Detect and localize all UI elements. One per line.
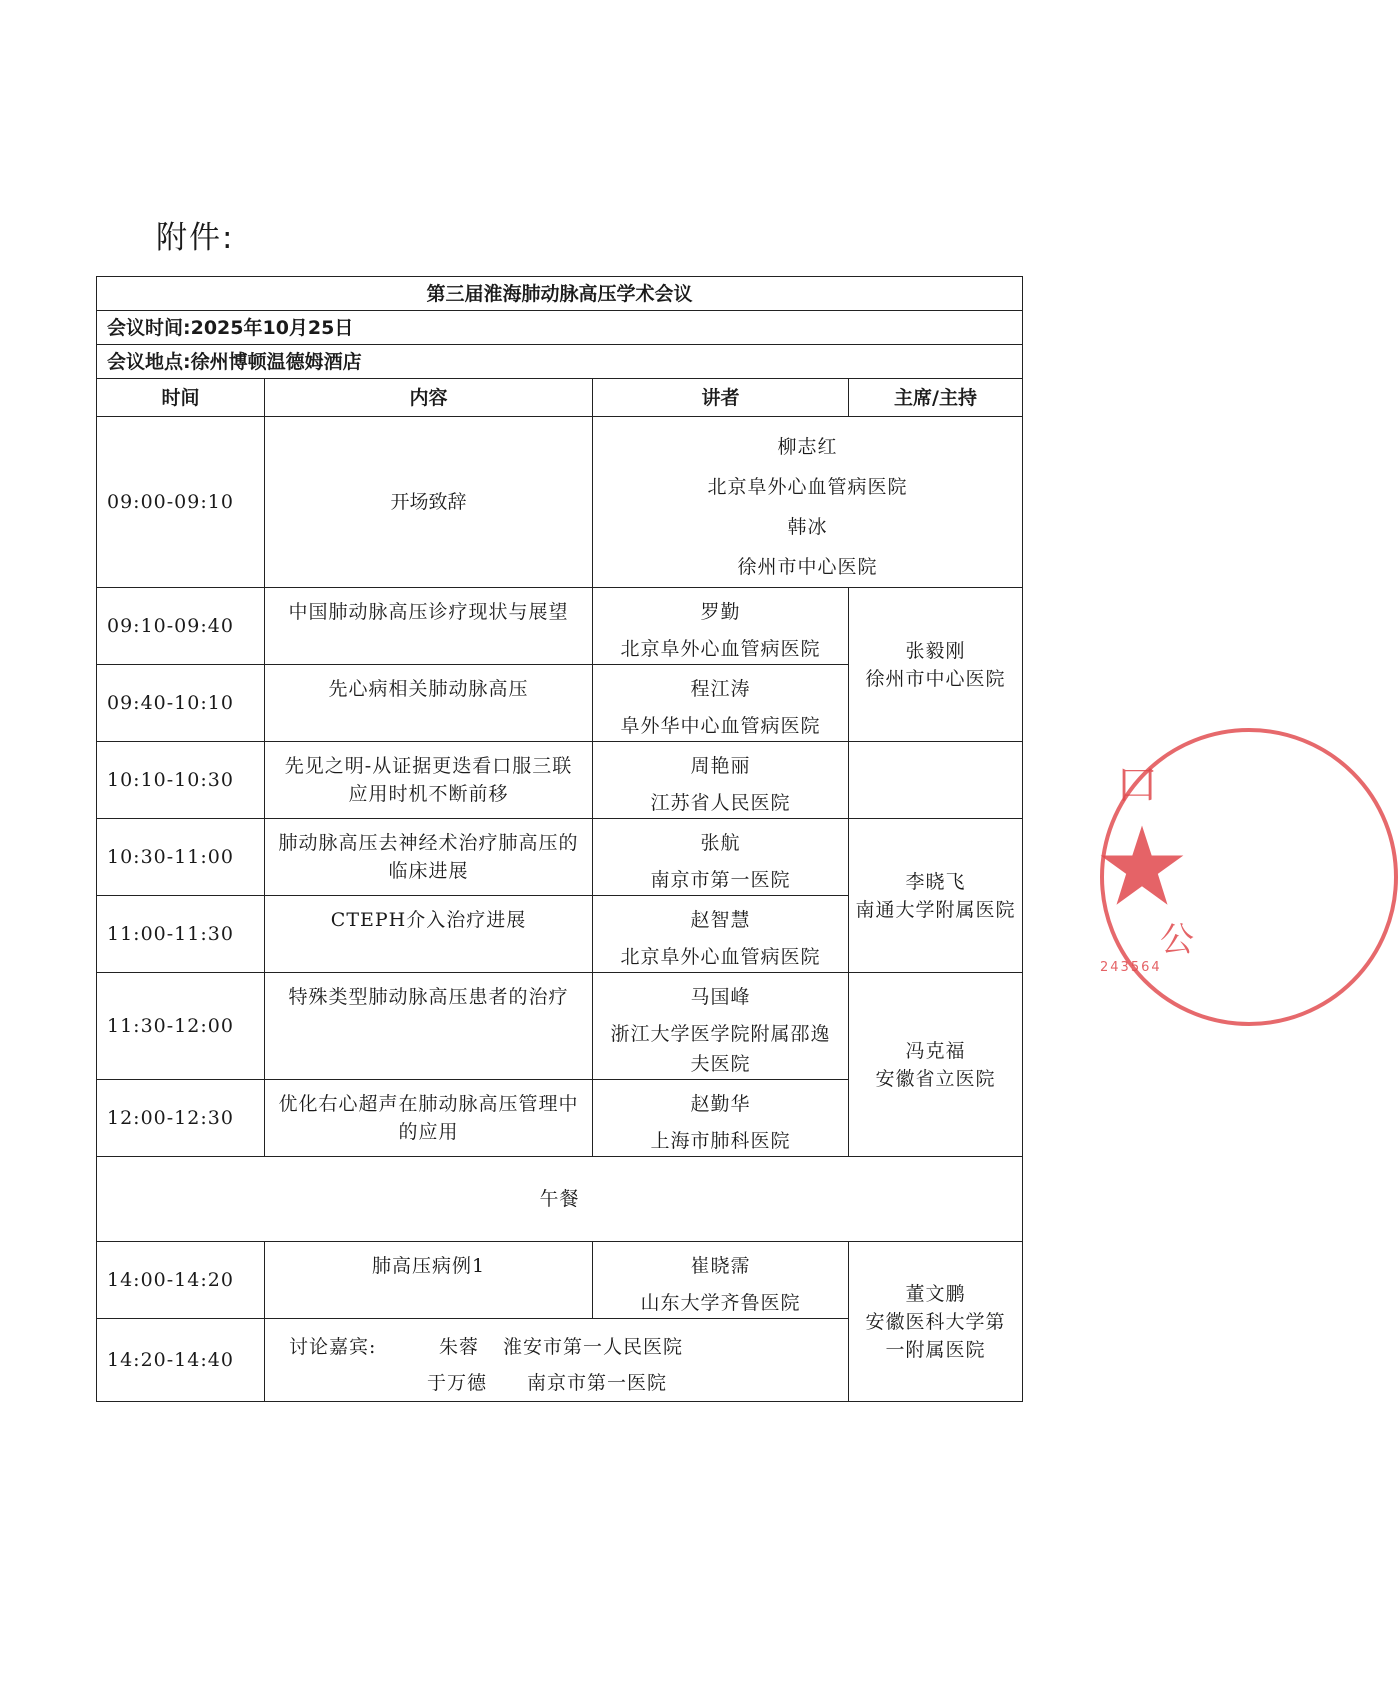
speaker-cell [593, 588, 849, 665]
seal-text-bottom: 公 [1160, 920, 1194, 960]
conference-location: 会议地点:徐州博顿温德姆酒店 [97, 345, 1023, 379]
session-time: 10:10-10:30 [97, 742, 265, 819]
header-speaker: 讲者 [593, 379, 849, 417]
session-time: 11:30-12:00 [97, 973, 265, 1080]
guest-name: 于万德 [427, 1372, 488, 1394]
conference-schedule-table [96, 276, 1023, 1402]
speaker-name: 赵勤华 [690, 1093, 751, 1115]
speaker-cell [593, 742, 849, 819]
guest-name: 朱蓉 [439, 1336, 480, 1358]
speaker-cell [593, 819, 849, 896]
speaker-hospital: 浙江大学医学院附属邵逸夫医院 [610, 1023, 831, 1075]
attachment-label: 附件: [156, 220, 235, 256]
chair-hospital: 南通大学附属医院 [855, 898, 1016, 921]
speaker-cell [593, 1242, 849, 1319]
speaker-hospital: 山东大学齐鲁医院 [640, 1292, 801, 1314]
table-row [97, 742, 1023, 819]
opening-speakers [593, 417, 1023, 588]
session-time: 09:10-09:40 [97, 588, 265, 665]
speaker-hospital: 北京阜外心血管病医院 [620, 946, 821, 968]
speaker-hospital: 南京市第一医院 [650, 869, 791, 891]
seal-text-top: 口 [1116, 760, 1159, 809]
table-row [97, 588, 1023, 665]
seal-number: 243564 [1100, 960, 1162, 975]
lunch-break: 午餐 [97, 1157, 1023, 1242]
chair-hospital: 安徽医科大学第一附属医院 [865, 1310, 1006, 1361]
session-time: 10:30-11:00 [97, 819, 265, 896]
chair-name: 冯克福 [905, 1039, 966, 1062]
chair-cell [849, 1242, 1023, 1402]
session-content: 优化右心超声在肺动脉高压管理中的应用 [265, 1080, 593, 1157]
session-content: 开场致辞 [265, 417, 593, 588]
seal-star-icon [1098, 822, 1186, 910]
session-content: 先见之明-从证据更迭看口服三联应用时机不断前移 [265, 742, 593, 819]
session-time: 12:00-12:30 [97, 1080, 265, 1157]
session-content: 肺高压病例1 [265, 1242, 593, 1319]
guest-hospital: 淮安市第一人民医院 [503, 1336, 684, 1358]
session-content: 特殊类型肺动脉高压患者的治疗 [265, 973, 593, 1080]
header-content: 内容 [265, 379, 593, 417]
speaker-hospital: 阜外华中心血管病医院 [620, 715, 821, 737]
speaker-cell [593, 1080, 849, 1157]
speaker-name: 柳志红 [777, 436, 838, 458]
conference-title: 第三届淮海肺动脉高压学术会议 [97, 277, 1023, 311]
session-content: 肺动脉高压去神经术治疗肺高压的临床进展 [265, 819, 593, 896]
chair-name: 董文鹏 [905, 1282, 966, 1305]
session-content: 中国肺动脉高压诊疗现状与展望 [265, 588, 593, 665]
chair-hospital: 安徽省立医院 [875, 1067, 996, 1090]
chair-name: 张毅刚 [905, 639, 966, 662]
speaker-hospital: 北京阜外心血管病医院 [707, 476, 908, 498]
speaker-cell [593, 665, 849, 742]
table-row [97, 973, 1023, 1080]
session-time: 09:40-10:10 [97, 665, 265, 742]
chair-cell [849, 973, 1023, 1157]
speaker-name: 崔晓霈 [690, 1255, 751, 1277]
session-time: 09:00-09:10 [97, 417, 265, 588]
session-time: 14:20-14:40 [97, 1319, 265, 1402]
speaker-cell [593, 973, 849, 1080]
speaker-name: 程江涛 [690, 678, 751, 700]
header-chair: 主席/主持 [849, 379, 1023, 417]
table-row [97, 417, 1023, 588]
table-row [97, 1157, 1023, 1242]
discussion-label: 讨论嘉宾: [289, 1336, 377, 1358]
speaker-name: 韩冰 [787, 516, 828, 538]
chair-cell-empty [849, 742, 1023, 819]
session-content: CTEPH介入治疗进展 [265, 896, 593, 973]
chair-hospital: 徐州市中心医院 [865, 667, 1006, 690]
speaker-name: 赵智慧 [690, 909, 751, 931]
chair-cell [849, 819, 1023, 973]
chair-name: 李晓飞 [905, 870, 966, 893]
speaker-name: 周艳丽 [690, 755, 751, 777]
speaker-hospital: 江苏省人民医院 [650, 792, 791, 814]
header-time: 时间 [97, 379, 265, 417]
speaker-hospital: 北京阜外心血管病医院 [620, 638, 821, 660]
session-content: 先心病相关肺动脉高压 [265, 665, 593, 742]
table-row [97, 1242, 1023, 1319]
guest-hospital: 南京市第一医院 [527, 1372, 668, 1394]
conference-time: 会议时间:2025年10月25日 [97, 311, 1023, 345]
speaker-name: 张航 [700, 832, 741, 854]
speaker-cell [593, 896, 849, 973]
session-time: 14:00-14:20 [97, 1242, 265, 1319]
speaker-name: 罗勤 [700, 601, 741, 623]
speaker-name: 马国峰 [690, 986, 751, 1008]
chair-cell [849, 588, 1023, 742]
discussion-guests [265, 1319, 849, 1402]
session-time: 11:00-11:30 [97, 896, 265, 973]
speaker-hospital: 上海市肺科医院 [650, 1130, 791, 1152]
speaker-hospital: 徐州市中心医院 [737, 556, 878, 578]
table-row [97, 819, 1023, 896]
